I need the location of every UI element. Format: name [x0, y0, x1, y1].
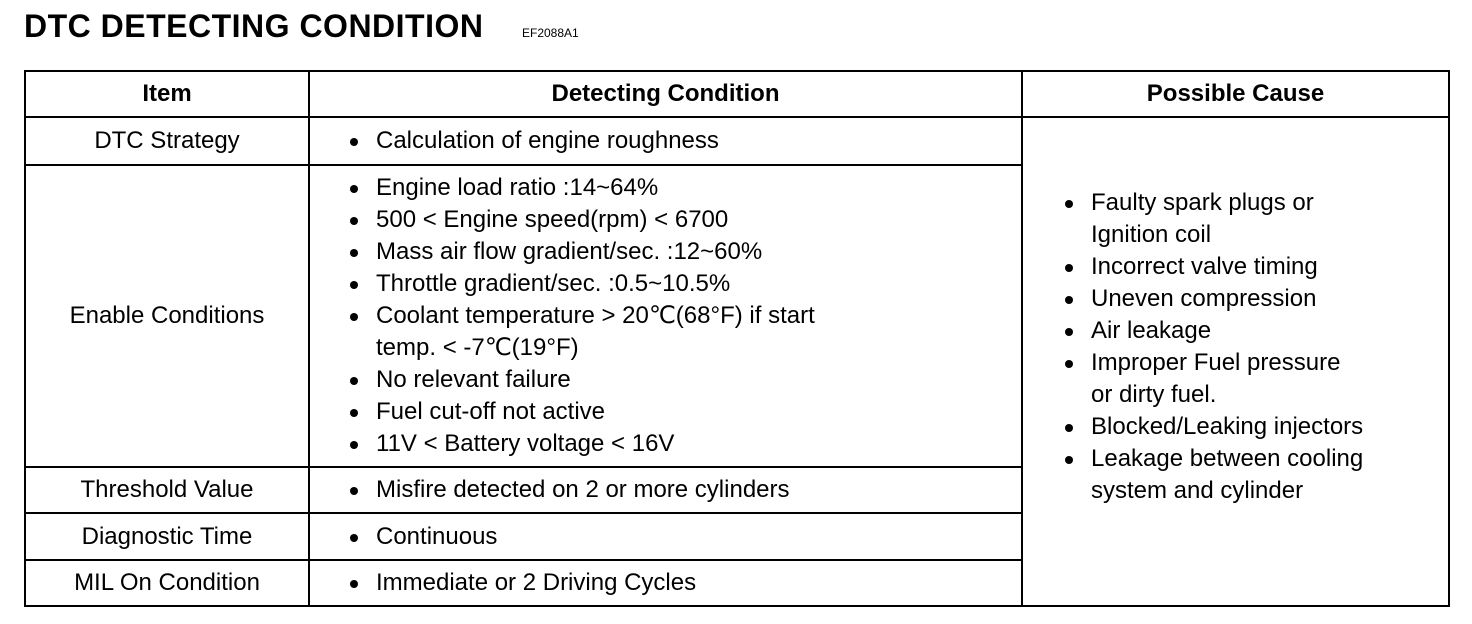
cause-text: Leakage between cooling [1091, 444, 1364, 472]
condition-cell [309, 560, 1022, 606]
document-code: EF2088A1 [522, 26, 579, 40]
table-row [25, 117, 1449, 165]
item-cell: DTC Strategy [25, 117, 309, 165]
condition-bullet: Calculation of engine roughness [348, 125, 1021, 157]
dtc-table [24, 70, 1450, 607]
condition-cell [309, 513, 1022, 560]
condition-bullet: Immediate or 2 Driving Cycles [348, 567, 1021, 599]
condition-bullet: Fuel cut-off not active [348, 396, 1021, 428]
cause-text: Ignition coil [1091, 220, 1212, 248]
condition-cell [309, 165, 1022, 467]
condition-cell [309, 117, 1022, 165]
condition-bullet: 500 < Engine speed(rpm) < 6700 [348, 204, 1021, 236]
condition-text: temp. < -7℃(19°F) [376, 334, 579, 361]
condition-text: Coolant temperature > 20℃(68°F) if start [376, 302, 815, 329]
condition-bullet: Throttle gradient/sec. :0.5~10.5% [348, 268, 1021, 300]
condition-bullet: Misfire detected on 2 or more cylinders [348, 474, 1021, 506]
cause-bullet: Blocked/Leaking injectors [1063, 411, 1448, 443]
item-cell: MIL On Condition [25, 560, 309, 606]
cause-bullet [1063, 347, 1448, 411]
condition-bullet [348, 300, 1021, 364]
header-row [25, 71, 1449, 117]
item-cell: Diagnostic Time [25, 513, 309, 560]
header-item: Item [25, 71, 309, 117]
condition-bullet: 11V < Battery voltage < 16V [348, 428, 1021, 460]
cause-text: or dirty fuel. [1091, 380, 1217, 408]
cause-bullet: Incorrect valve timing [1063, 251, 1448, 283]
cause-text: Faulty spark plugs or [1091, 188, 1314, 216]
possible-cause-cell [1022, 117, 1449, 606]
condition-bullet: No relevant failure [348, 364, 1021, 396]
cause-bullet [1063, 443, 1448, 507]
header-possible-cause: Possible Cause [1022, 71, 1449, 117]
cause-text: system and cylinder [1091, 476, 1304, 504]
condition-bullet: Engine load ratio :14~64% [348, 172, 1021, 204]
condition-bullet: Continuous [348, 521, 1021, 553]
header-detecting-condition: Detecting Condition [309, 71, 1022, 117]
condition-cell [309, 467, 1022, 513]
cause-bullet [1063, 187, 1448, 251]
page-title: DTC DETECTING CONDITION [24, 8, 484, 44]
condition-bullet: Mass air flow gradient/sec. :12~60% [348, 236, 1021, 268]
cause-text: Improper Fuel pressure [1091, 348, 1341, 376]
item-cell: Enable Conditions [25, 165, 309, 467]
cause-bullet: Air leakage [1063, 315, 1448, 347]
item-cell: Threshold Value [25, 467, 309, 513]
cause-bullet: Uneven compression [1063, 283, 1448, 315]
